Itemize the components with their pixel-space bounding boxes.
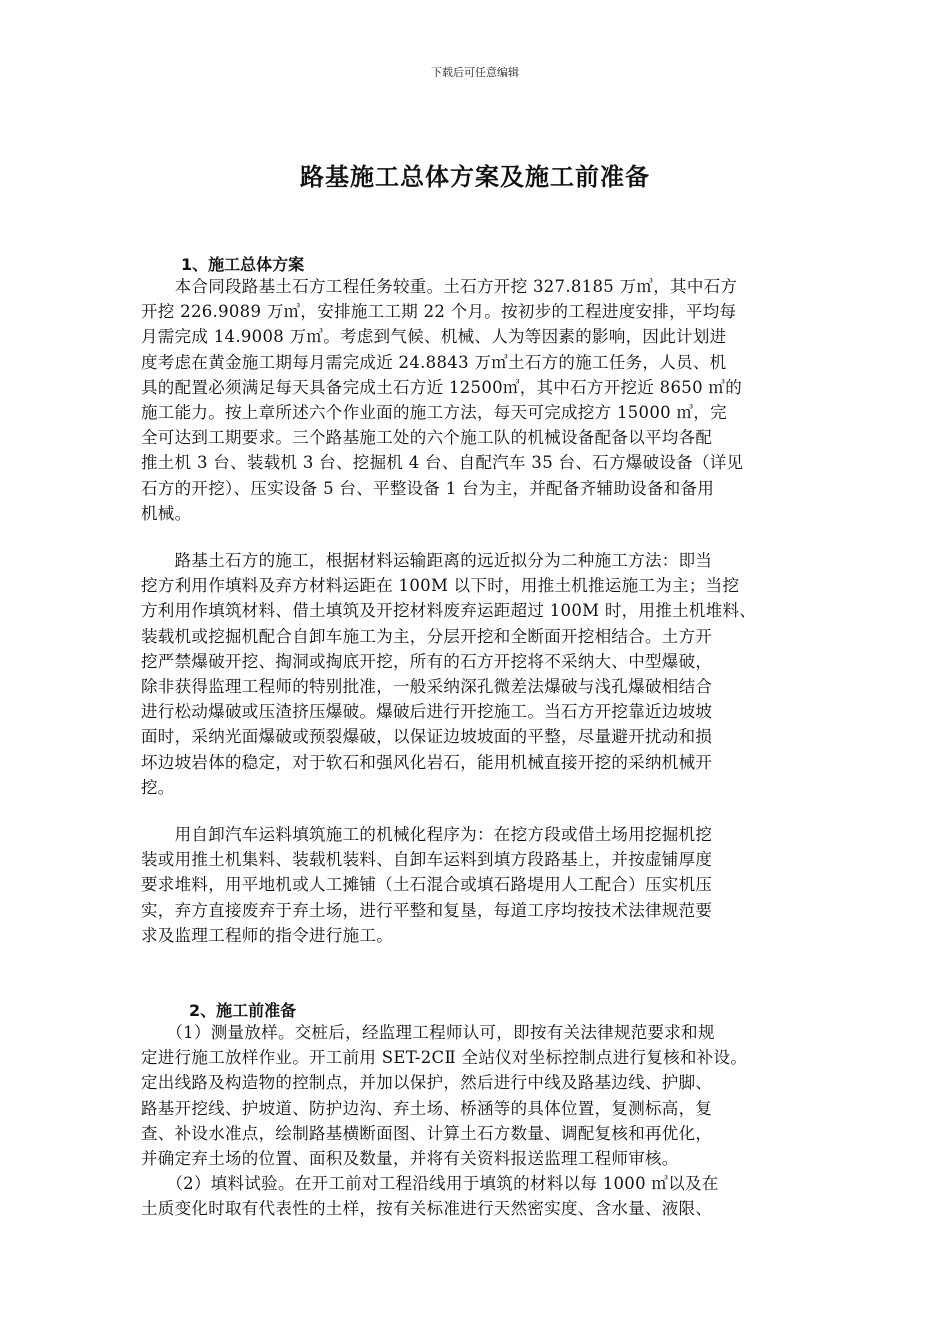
text-line: 要求堆料，用平地机或人工摊铺（土石混合或填石路堤用人工配合）压实机压 — [141, 875, 713, 895]
text-line: 土质变化时取有代表性的土样，按有关标准进行天然密实度、含水量、液限、 — [141, 1199, 713, 1219]
text-line: 面时，采纳光面爆破或预裂爆破，以保证边坡坡面的平整，尽量避开扰动和损 — [141, 727, 713, 747]
text-line: 实，弃方直接废弃于弃土场，进行平整和复垦，每道工序均按技术法律规范要 — [141, 900, 713, 920]
section-1-paragraph-2 — [141, 548, 813, 800]
text-line: 全可达到工期要求。三个路基施工处的六个施工队的机械设备配备以平均各配 — [141, 428, 713, 448]
text-line: 月需完成 14.9008 万㎥。考虑到气候、机械、人为等因素的影响，因此计划进 — [141, 327, 727, 347]
text-line: 施工能力。按上章所述六个作业面的施工方法，每天可完成挖方 15000 ㎥，完 — [141, 403, 727, 423]
text-line: 挖严禁爆破开挖、掏洞或掏底开挖，所有的石方开挖将不采纳大、中型爆破， — [141, 651, 713, 671]
text-line: 装或用推土机集料、装载机装料、自卸车运料到填方段路基上，并按虚铺厚度 — [141, 850, 713, 870]
text-line: 装载机或挖掘机配合自卸车施工为主，分层开挖和全断面开挖相结合。土方开 — [141, 626, 713, 646]
text-line: 路基开挖线、护坡道、防护边沟、弃土场、桥涵等的具体位置，复测标高，复 — [141, 1098, 713, 1118]
text-line: 本合同段路基土石方工程任务较重。土石方开挖 327.8185 万㎥，其中石方 — [141, 277, 738, 296]
text-line: 定出线路及构造物的控制点，并加以保护，然后进行中线及路基边线、护脚、 — [141, 1073, 713, 1093]
text-line: 定进行施工放样作业。开工前用 SET-2CⅡ 全站仪对坐标控制点进行复核和补设。 — [141, 1048, 748, 1068]
text-line: 除非获得监理工程师的特别批准，一般采纳深孔微差法爆破与浅孔爆破相结合 — [141, 677, 713, 697]
text-line: 开挖 226.9089 万㎥，安排施工工期 22 个月。按初步的工程进度安排，平均每 — [141, 302, 737, 322]
text-line: 查、补设水准点，绘制路基横断面图、计算土石方数量、调配复核和再优化， — [141, 1123, 713, 1143]
text-line: 求及监理工程师的指令进行施工。 — [141, 925, 393, 945]
text-line: 机械。 — [141, 503, 192, 523]
text-line: 度考虑在黄金施工期每月需完成近 24.8843 万㎥土石方的施工任务，人员、机 — [141, 352, 727, 372]
text-line: 路基土石方的施工，根据材料运输距离的远近拟分为二种施工方法：即当 — [141, 551, 713, 570]
section-1-paragraph-3 — [141, 822, 813, 948]
section-1-heading: 1、施工总体方案 — [181, 255, 305, 274]
text-line: 挖方利用作填料及弃方材料运距在 100M 以下时，用推土机推运施工为主；当挖 — [141, 576, 740, 596]
text-line: 石方的开挖）、压实设备 5 台、平整设备 1 台为主，并配备齐辅助设备和备用 — [141, 478, 715, 498]
section-1-paragraph-1 — [141, 274, 813, 526]
text-line: 进行松动爆破或压渣挤压爆破。爆破后进行开挖施工。当石方开挖靠近边坡坡 — [141, 702, 713, 722]
text-line: 推土机 3 台、装载机 3 台、挖掘机 4 台、自配汽车 35 台、石方爆破设备（详见 — [141, 453, 744, 473]
text-line: 坏边坡岩体的稳定，对于软石和强风化岩石，能用机械直接开挖的采纳机械开 — [141, 752, 713, 772]
text-line: 用自卸汽车运料填筑施工的机械化程序为：在挖方段或借土场用挖掘机挖 — [141, 825, 713, 844]
text-line: （2）填料试验。在开工前对工程沿线用于填筑的材料以每 1000 ㎥以及在 — [141, 1174, 719, 1193]
text-line: 方利用作填筑材料、借土填筑及开挖材料废弃运距超过 100M 时，用推土机堆料、 — [141, 601, 757, 621]
text-line: 并确定弃土场的位置、面积及数量，并将有关资料报送监理工程师审核。 — [141, 1149, 679, 1169]
page-header: 下载后可任意编辑 — [431, 66, 519, 79]
section-2-paragraph-1 — [141, 1020, 813, 1171]
document-title: 路基施工总体方案及施工前准备 — [300, 163, 650, 191]
text-line: 挖。 — [141, 777, 175, 797]
section-2-paragraph-2 — [141, 1171, 813, 1221]
text-line: （1）测量放样。交桩后，经监理工程师认可，即按有关法律规范要求和规 — [141, 1023, 715, 1042]
text-line: 具的配置必须满足每天具备完成土石方近 12500㎥，其中石方开挖近 8650 ㎥的 — [141, 377, 743, 397]
section-2-heading: 2、施工前准备 — [189, 1001, 297, 1020]
